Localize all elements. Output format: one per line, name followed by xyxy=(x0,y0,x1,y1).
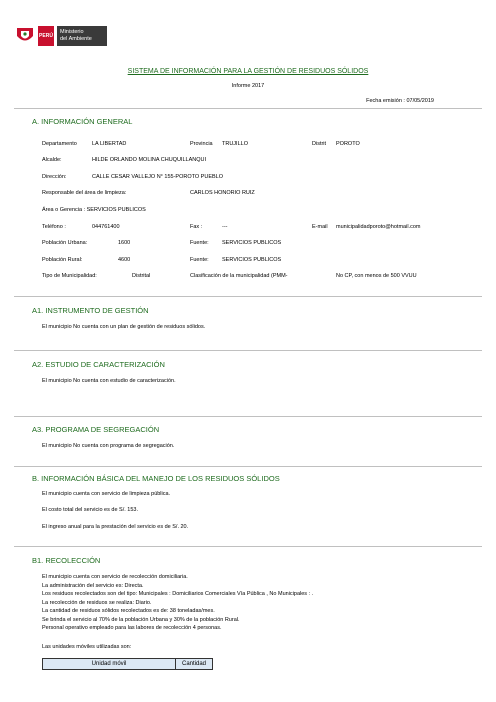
b-line-2: El costo total del servicio es de S/. 153. xyxy=(42,507,138,513)
b1-line: La cantidad de residuos sólidos recolectados es de: 38 toneladas/mes. xyxy=(42,608,215,614)
fax-label: Fax : xyxy=(190,224,203,230)
b-line-1: El municipio cuenta con servicio de limpieza pública. xyxy=(42,491,171,497)
section-a2-heading: A2. ESTUDIO DE CARACTERIZACIÓN xyxy=(32,360,165,369)
b1-line: Personal operativo empleado para las labores de recolección 4 personas. xyxy=(42,625,222,631)
coat-of-arms-icon xyxy=(14,26,36,46)
emission-date: Fecha emisión : 07/05/2019 xyxy=(366,98,434,104)
divider xyxy=(14,296,482,297)
column-header-unidad: Unidad móvil xyxy=(43,659,176,670)
email-label: E-mail xyxy=(312,224,328,230)
units-intro: Las unidades móviles utilizadas son: xyxy=(42,644,132,650)
divider xyxy=(14,108,482,109)
fuente-label: Fuente: xyxy=(190,240,209,246)
section-a1-heading: A1. INSTRUMENTO DE GESTIÓN xyxy=(32,306,149,315)
alcalde-value: HILDE ORLANDO MOLINA CHUQUILLANQUI xyxy=(92,157,206,163)
telefono-label: Teléfono : xyxy=(42,224,66,230)
divider xyxy=(14,350,482,351)
alcalde-label: Alcalde: xyxy=(42,157,62,163)
b1-line: El municipio cuenta con servicio de recolección domiciliaria. xyxy=(42,574,188,580)
responsable-label: Responsable del área de limpieza: xyxy=(42,190,127,196)
fuente-urbana-value: SERVICIOS PUBLICOS xyxy=(222,240,282,246)
a1-text: El municipio No cuenta con un plan de gestión de residuos sólidos. xyxy=(42,324,206,330)
tipo-label: Tipo de Municipalidad: xyxy=(42,273,97,279)
document-title: SISTEMA DE INFORMACIÓN PARA LA GESTIÓN DE RESIDUOS SÓLIDOS xyxy=(127,68,369,75)
ministry-line2: del Ambiente xyxy=(60,36,92,42)
telefono-value: 044761400 xyxy=(92,224,120,230)
section-a3-heading: A3. PROGRAMA DE SEGREGACIÓN xyxy=(32,425,160,434)
pob-rural-value: 4600 xyxy=(118,257,131,263)
clasificacion-label: Clasificación de la municipalidad (PMM- xyxy=(190,273,288,279)
area-gerencia: Área o Gerencia : SERVICIOS PUBLICOS xyxy=(42,207,146,213)
units-table xyxy=(42,658,213,670)
country-label: PERÚ xyxy=(38,26,54,46)
column-header-cantidad: Cantidad xyxy=(176,659,213,670)
divider xyxy=(14,416,482,417)
section-b-heading: B. INFORMACIÓN BÁSICA DEL MANEJO DE LOS RESIDUOS SÓLIDOS xyxy=(32,474,280,483)
b-line-3: El ingreso anual para la prestación del servicio es de S/. 20. xyxy=(42,524,189,530)
ministry-name xyxy=(57,26,107,46)
a2-text: El municipio No cuenta con estudio de caracterización. xyxy=(42,378,176,384)
distrito-label: Distrit xyxy=(312,141,327,147)
fuente-label: Fuente: xyxy=(190,257,209,263)
direccion-label: Dirección: xyxy=(42,174,67,180)
distrito-value: POROTO xyxy=(336,141,360,147)
provincia-label: Provincia xyxy=(190,141,213,147)
ministry-logo xyxy=(14,26,109,46)
pob-rural-label: Población Rural: xyxy=(42,257,83,263)
b1-line: La administración del servicio es: Directa. xyxy=(42,583,144,589)
b1-line: Los residuos recolectados son del tipo: Municipales : Domiciliarios Comerciales Vía Pública , No Municipales : . xyxy=(42,591,314,597)
report-year: Informe 2017 xyxy=(231,83,265,89)
fax-value: --- xyxy=(222,224,228,230)
direccion-value: CALLE CESAR VALLEJO N° 155-POROTO PUEBLO xyxy=(92,174,223,180)
divider xyxy=(14,546,482,547)
b1-line: La recolección de residuos se realiza: Diario. xyxy=(42,600,152,606)
section-a-heading: A. INFORMACIÓN GENERAL xyxy=(32,117,133,126)
fuente-rural-value: SERVICIOS PUBLICOS xyxy=(222,257,282,263)
responsable-value: CARLOS HONORIO RUIZ xyxy=(190,190,255,196)
section-b1-heading: B1. RECOLECCIÓN xyxy=(32,556,101,565)
departamento-label: Departamento xyxy=(42,141,77,147)
b1-line: Se brinda el servicio al 70% de la población Urbana y 30% de la población Rural. xyxy=(42,617,240,623)
departamento-value: LA LIBERTAD xyxy=(92,141,127,147)
a3-text: El municipio No cuenta con programa de segregación. xyxy=(42,443,175,449)
email-value: municipalidadporoto@hotmail.com xyxy=(336,224,421,230)
ministry-line1: Ministerio xyxy=(60,29,84,35)
tipo-value: Distrital xyxy=(132,273,151,279)
divider xyxy=(14,466,482,467)
pob-urbana-label: Población Urbana: xyxy=(42,240,88,246)
provincia-value: TRUJILLO xyxy=(222,141,248,147)
table-header-row xyxy=(43,659,213,670)
pob-urbana-value: 1600 xyxy=(118,240,131,246)
clasificacion-value: No CP, con menos de 500 VVUU xyxy=(336,273,417,279)
